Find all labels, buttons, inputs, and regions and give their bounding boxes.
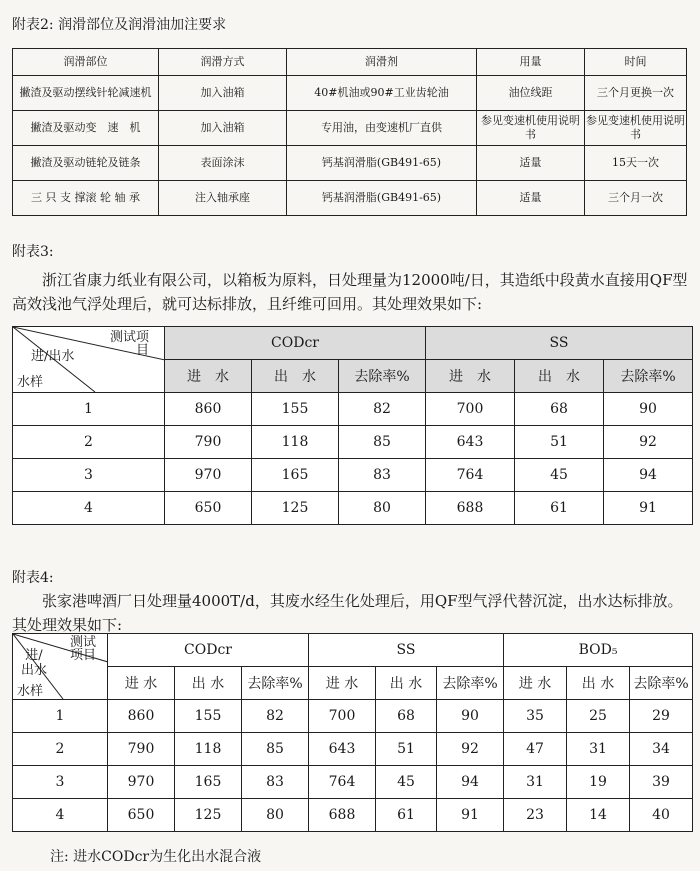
table-row: [13, 766, 693, 799]
table-cell: 80: [339, 492, 426, 525]
table-cell: 三 只 支 撑滚 轮 轴 承: [13, 181, 159, 216]
subheader-cell: 出 水: [376, 667, 437, 700]
table-cell: 68: [376, 700, 437, 733]
corner-mid-label: 进/出水: [31, 349, 75, 364]
table-cell: 撇渣及驱动链轮及链条: [13, 146, 159, 181]
table-row: [13, 492, 693, 525]
table-cell: 适量: [477, 146, 585, 181]
table4-description: 张家港啤酒厂日处理量4000T/d，其废水经生化处理后，用QF型气浮代替沉淀，出水达标排放。其处理效果如下:: [12, 592, 683, 634]
table-cell: 钙基润滑脂(GB491-65): [287, 146, 477, 181]
table-cell: 85: [339, 426, 426, 459]
group-header: SS: [309, 634, 504, 667]
table-cell: 80: [242, 799, 309, 832]
table-cell: 118: [175, 733, 242, 766]
table-cell: 3: [13, 766, 108, 799]
table-cell: 92: [437, 733, 504, 766]
table-row: [13, 799, 693, 832]
table-row: [13, 181, 687, 216]
table-cell: 688: [426, 492, 515, 525]
subheader-cell: 进 水: [309, 667, 376, 700]
table-cell: 2: [13, 733, 108, 766]
table-cell: 51: [515, 426, 604, 459]
table-cell: 85: [242, 733, 309, 766]
table-cell: 钙基润滑脂(GB491-65): [287, 181, 477, 216]
corner-header-cell: [13, 634, 108, 700]
table-cell: 2: [13, 426, 165, 459]
table-cell: 4: [13, 799, 108, 832]
table-cell: 撇渣及驱动变 速 机: [13, 111, 159, 146]
table-row: [13, 393, 693, 426]
table-cell: 688: [309, 799, 376, 832]
table-cell: 14: [567, 799, 630, 832]
table-cell: 643: [309, 733, 376, 766]
table-cell: 1: [13, 393, 165, 426]
table-cell: 油位线距: [477, 76, 585, 111]
subheader-cell: 去除率%: [604, 360, 693, 393]
group-header: CODcr: [165, 327, 426, 360]
table-cell: 125: [252, 492, 339, 525]
table-cell: 650: [165, 492, 252, 525]
table-cell: 83: [242, 766, 309, 799]
table-cell: 165: [252, 459, 339, 492]
subheader-row: [13, 667, 693, 700]
table-cell: 三个月一次: [585, 181, 687, 216]
subheader-cell: 进 水: [165, 360, 252, 393]
table-row: [13, 76, 687, 111]
table-cell: 表面涂沫: [159, 146, 287, 181]
lubrication-table: [12, 48, 687, 216]
table-row: [13, 459, 693, 492]
table-cell: 3: [13, 459, 165, 492]
table-cell: 注入轴承座: [159, 181, 287, 216]
header-cell: 润滑方式: [159, 49, 287, 76]
table3-caption: 附表3:: [12, 244, 54, 260]
table-cell: 三个月更换一次: [585, 76, 687, 111]
table-cell: 155: [175, 700, 242, 733]
table-cell: 94: [437, 766, 504, 799]
table-cell: 82: [339, 393, 426, 426]
header-cell: 时间: [585, 49, 687, 76]
table-cell: 61: [515, 492, 604, 525]
table-cell: 764: [426, 459, 515, 492]
group-header: BOD₅: [504, 634, 693, 667]
table-cell: 加入油箱: [159, 76, 287, 111]
table-cell: 34: [630, 733, 693, 766]
table-row: [13, 733, 693, 766]
table-cell: 91: [437, 799, 504, 832]
table-cell: 92: [604, 426, 693, 459]
table-cell: 31: [504, 766, 567, 799]
table-cell: 加入油箱: [159, 111, 287, 146]
table-cell: 23: [504, 799, 567, 832]
table-cell: 35: [504, 700, 567, 733]
table-cell: 61: [376, 799, 437, 832]
corner-mid-label: 进/出水: [20, 648, 47, 678]
table-cell: 参见变速机使用说明书: [585, 111, 687, 146]
table-cell: 860: [165, 393, 252, 426]
table-cell: 1: [13, 700, 108, 733]
corner-bottom-label: 水样: [17, 375, 44, 390]
table-cell: 45: [515, 459, 604, 492]
table-cell: 643: [426, 426, 515, 459]
table-cell: 790: [108, 733, 175, 766]
brewery-results-table: [12, 633, 693, 832]
subheader-cell: 出 水: [515, 360, 604, 393]
table-cell: 90: [437, 700, 504, 733]
header-cell: 用量: [477, 49, 585, 76]
table-cell: 94: [604, 459, 693, 492]
table4-caption: 附表4:: [12, 570, 54, 586]
table-header-row: [13, 49, 687, 76]
table-cell: 700: [426, 393, 515, 426]
table-cell: 970: [165, 459, 252, 492]
kangli-results-table: [12, 326, 693, 525]
table-row: [13, 700, 693, 733]
table2-caption: 附表2: 润滑部位及润滑油加注要求: [12, 17, 227, 33]
subheader-cell: 出 水: [567, 667, 630, 700]
table-row: [13, 111, 687, 146]
group-header: CODcr: [108, 634, 309, 667]
table-cell: 118: [252, 426, 339, 459]
table-cell: 125: [175, 799, 242, 832]
table-cell: 专用油，由变速机厂直供: [287, 111, 477, 146]
table-cell: 适量: [477, 181, 585, 216]
corner-top-label: 测试项目: [69, 635, 96, 663]
table-cell: 51: [376, 733, 437, 766]
table3-description: 浙江省康力纸业有限公司，以箱板为原料，日处理量为12000吨/日，其造纸中段黄水直接用QF型高效浅池气浮处理后，就可达标排放，且纤维可回用。其处理效果如下:: [12, 271, 688, 313]
subheader-cell: 去除率%: [630, 667, 693, 700]
subheader-cell: 进 水: [504, 667, 567, 700]
table-cell: 15天一次: [585, 146, 687, 181]
table-cell: 45: [376, 766, 437, 799]
subheader-cell: 去除率%: [242, 667, 309, 700]
table-cell: 155: [252, 393, 339, 426]
subheader-cell: 出 水: [175, 667, 242, 700]
group-header-row: [13, 634, 693, 667]
table-cell: 165: [175, 766, 242, 799]
group-header: SS: [426, 327, 693, 360]
table-cell: 19: [567, 766, 630, 799]
table-cell: 790: [165, 426, 252, 459]
table-cell: 25: [567, 700, 630, 733]
header-cell: 润滑部位: [13, 49, 159, 76]
table-cell: 764: [309, 766, 376, 799]
corner-top-label: 测试项目: [109, 330, 149, 358]
table-cell: 39: [630, 766, 693, 799]
table-cell: 970: [108, 766, 175, 799]
table-cell: 83: [339, 459, 426, 492]
table-cell: 31: [567, 733, 630, 766]
table-cell: 29: [630, 700, 693, 733]
table-cell: 40: [630, 799, 693, 832]
table4-note: 注: 进水CODcr为生化出水混合液: [50, 849, 262, 865]
subheader-cell: 去除率%: [437, 667, 504, 700]
table-row: [13, 146, 687, 181]
table-cell: 650: [108, 799, 175, 832]
header-cell: 润滑剂: [287, 49, 477, 76]
group-header-row: [13, 327, 693, 360]
table-cell: 40#机油或90#工业齿轮油: [287, 76, 477, 111]
table-cell: 68: [515, 393, 604, 426]
corner-header-cell: [13, 327, 165, 393]
subheader-cell: 进 水: [108, 667, 175, 700]
table-cell: 参见变速机使用说明书: [477, 111, 585, 146]
table-cell: 90: [604, 393, 693, 426]
corner-bottom-label: 水样: [17, 684, 44, 699]
table-row: [13, 426, 693, 459]
table-cell: 4: [13, 492, 165, 525]
table-cell: 撇渣及驱动摆线针轮减速机: [13, 76, 159, 111]
table-cell: 700: [309, 700, 376, 733]
subheader-cell: 进 水: [426, 360, 515, 393]
table-cell: 47: [504, 733, 567, 766]
subheader-cell: 出 水: [252, 360, 339, 393]
table-cell: 82: [242, 700, 309, 733]
table-cell: 860: [108, 700, 175, 733]
table-cell: 91: [604, 492, 693, 525]
subheader-cell: 去除率%: [339, 360, 426, 393]
